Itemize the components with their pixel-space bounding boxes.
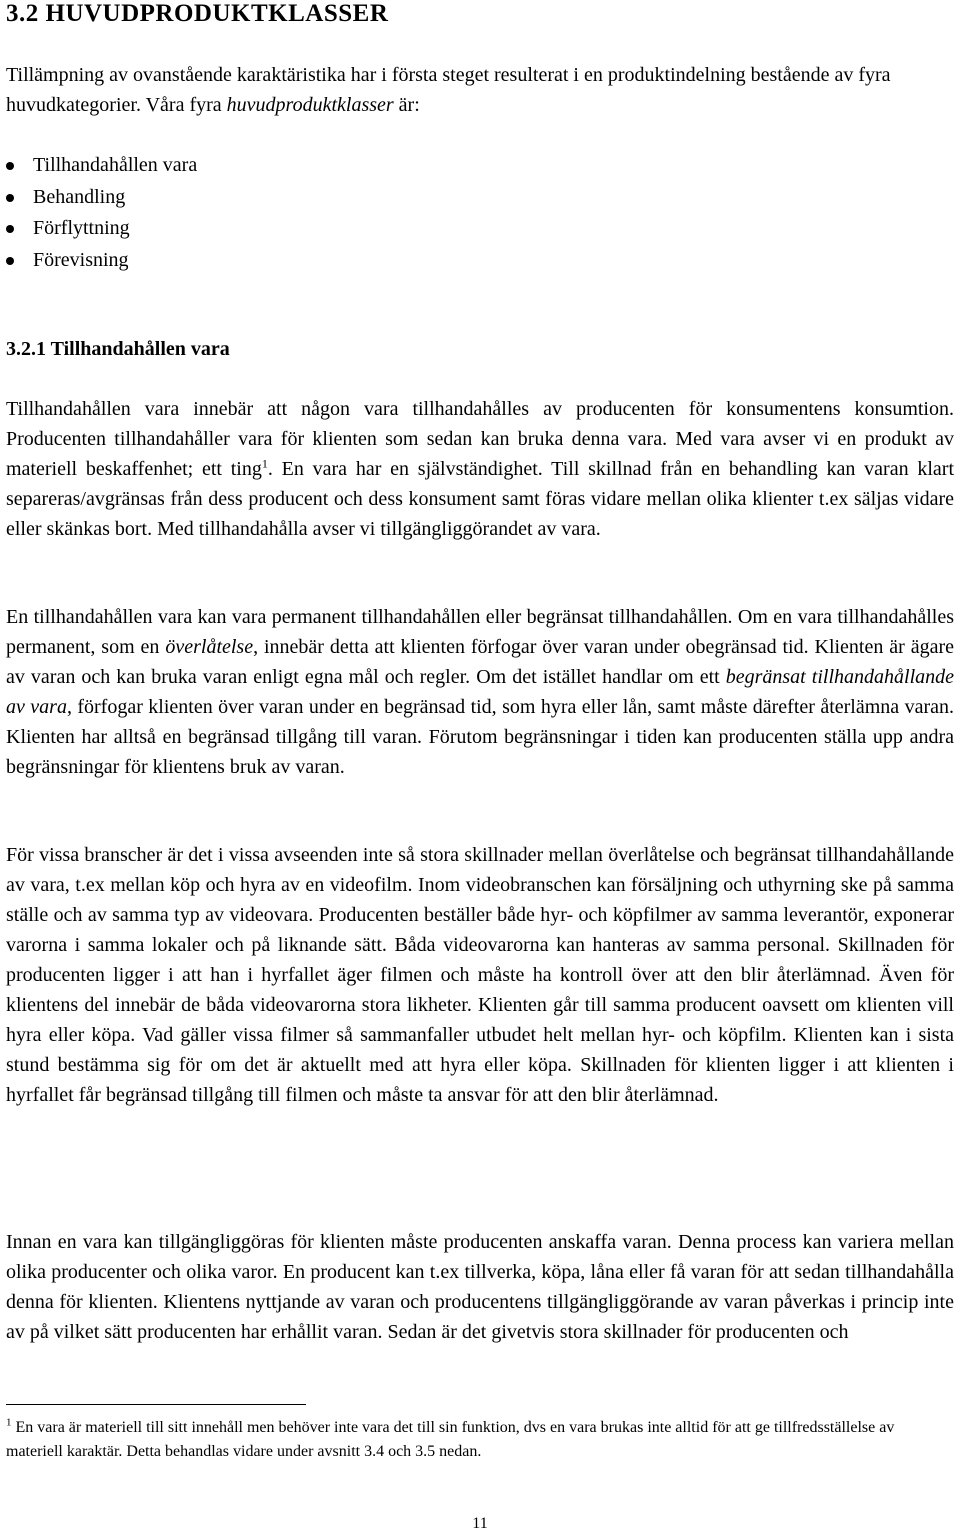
bullet-icon: [6, 194, 14, 202]
list-item-label: Förevisning: [33, 248, 129, 271]
bullet-icon: [6, 162, 14, 170]
footnote: [6, 1416, 954, 1464]
section-heading: 3.2 HUVUDPRODUKTKLASSER: [6, 0, 389, 27]
subsection-heading: 3.2.1 Tillhandahållen vara: [6, 338, 230, 360]
list-item: [6, 245, 197, 277]
paragraph-1: [6, 394, 954, 544]
paragraph-1-text-a: Tillhandahållen vara innebär att någon vara tillhandahålles av producenten för konsumentens konsumtion. Producenten tillhandahåller vara för klienten som sedan kan bruka denna vara. Med vara avser vi en produkt av materiell beskaffenhet; ett ting: [6, 398, 954, 480]
paragraph-1-text-b: . En vara har en självständighet. Till skillnad från en behandling kan varan klart separeras/avgränsas från dess producent och dess konsument samt föras vidare mellan olika klienter t.ex säljas vidare eller skänkas bort. Med tillhandahålla avser vi tillgängliggörandet av vara.: [6, 458, 955, 540]
product-class-list: [6, 150, 197, 276]
list-item-label: Tillhandahållen vara: [33, 154, 198, 176]
footnote-reference: 1: [261, 456, 268, 471]
list-item: [6, 150, 197, 182]
page-number: 11: [472, 1515, 488, 1532]
paragraph-4: Innan en vara kan tillgängliggöras för klienten måste producenten anskaffa varan. Denna process kan variera mellan olika producenter och olika varor. En producent kan t.ex tillverka, köpa, låna eller få varan för att sedan tillhandahålla denna för klienten. Klientens nyttjande av varan och producentens tillgängliggörande av varan påverkas i princip inte av på vilket sätt producenten har erhållit varan. Sedan är det givetvis stora skillnader för producenten och: [6, 1231, 954, 1343]
footnote-text: En vara är materiell till sitt innehåll men behöver inte vara det till sin funktion, dvs en vara brukas inte alltid för att ge tillfredsställelse av materiell karaktär. Detta behandlas vidare under avsnitt 3.4 och 3.5 nedan.: [6, 1419, 895, 1460]
paragraph-2-text-b: , innebär detta att klienten förfogar över varan under obegränsad tid. Klienten är ägare av varan och kan bruka varan enligt egna mål och regler. Om det istället handlar om ett: [6, 636, 955, 688]
footnote-marker: 1: [6, 1416, 12, 1429]
paragraph-3: För vissa branscher är det i vissa avseenden inte så stora skillnader mellan överlåtelse och begränsat tillhandahållande av vara, t.ex mellan köp och hyra av en videofilm. Inom videobranschen kan försäljning och uthyrning ske på samma ställe och av samma typ av videovara. Producenten beställer både hyr- och köpfilmer av samma leverantör, exponerar varorna i samma lokaler och på liknande sätt. Båda videovarorna kan hanteras av samma personal. Skillnaden för producenten ligger i att han i hyrfallet äger filmen och måste ha kontroll över att den blir återlämnad. Även för klientens del innebär de båda videovarorna stora likheter. Klienten går till samma producent oavsett om klienten vill hyra eller köpa. Vad gäller vissa filmer så sammanfaller utbudet helt mellan hyr- och köpfilm. Klienten kan i sista stund bestämma sig för om det är aktuellt med att hyra eller köpa. Skillnaden för klienten ligger i att klienten i hyrfallet får begränsad tillgång till filmen och måste ta ansvar för att den blir återlämnad.: [6, 844, 954, 1106]
bullet-icon: [6, 225, 14, 233]
list-item: [6, 213, 197, 245]
list-item-label: Behandling: [33, 185, 126, 208]
intro-text-end: är:: [393, 94, 420, 116]
footnote-divider: [6, 1404, 306, 1405]
paragraph-2-text-c: , förfogar klienten över varan under en begränsad tid, som hyra eller lån, samt måste därefter återlämna varan. Klienten har alltså en begränsad tillgång till varan. Förutom begränsningar i tiden kan producenten ställa upp andra begränsningar för klientens bruk av varan.: [6, 696, 954, 778]
paragraph-2-emphasis-2: begränsat tillhandahållande av vara: [6, 666, 954, 718]
intro-emphasis: huvudproduktklasser: [226, 94, 394, 116]
list-item: [6, 182, 197, 214]
paragraph-2-emphasis-1: överlåtelse: [165, 636, 254, 658]
paragraph-2-text-a: En tillhandahållen vara kan vara permanent tillhandahållen eller begränsat tillhandahållen. Om en vara tillhandahålles permanent, som en: [6, 606, 954, 658]
intro-text-start: Tillämpning av ovanstående karaktäristika har i första steget resulterat i en produktindelning bestående av fyra huvudkategorier. Våra fyra: [6, 64, 891, 116]
intro-paragraph: [6, 60, 954, 120]
bullet-icon: [6, 257, 14, 265]
paragraph-2: [6, 602, 954, 782]
list-item-label: Förflyttning: [33, 217, 130, 239]
